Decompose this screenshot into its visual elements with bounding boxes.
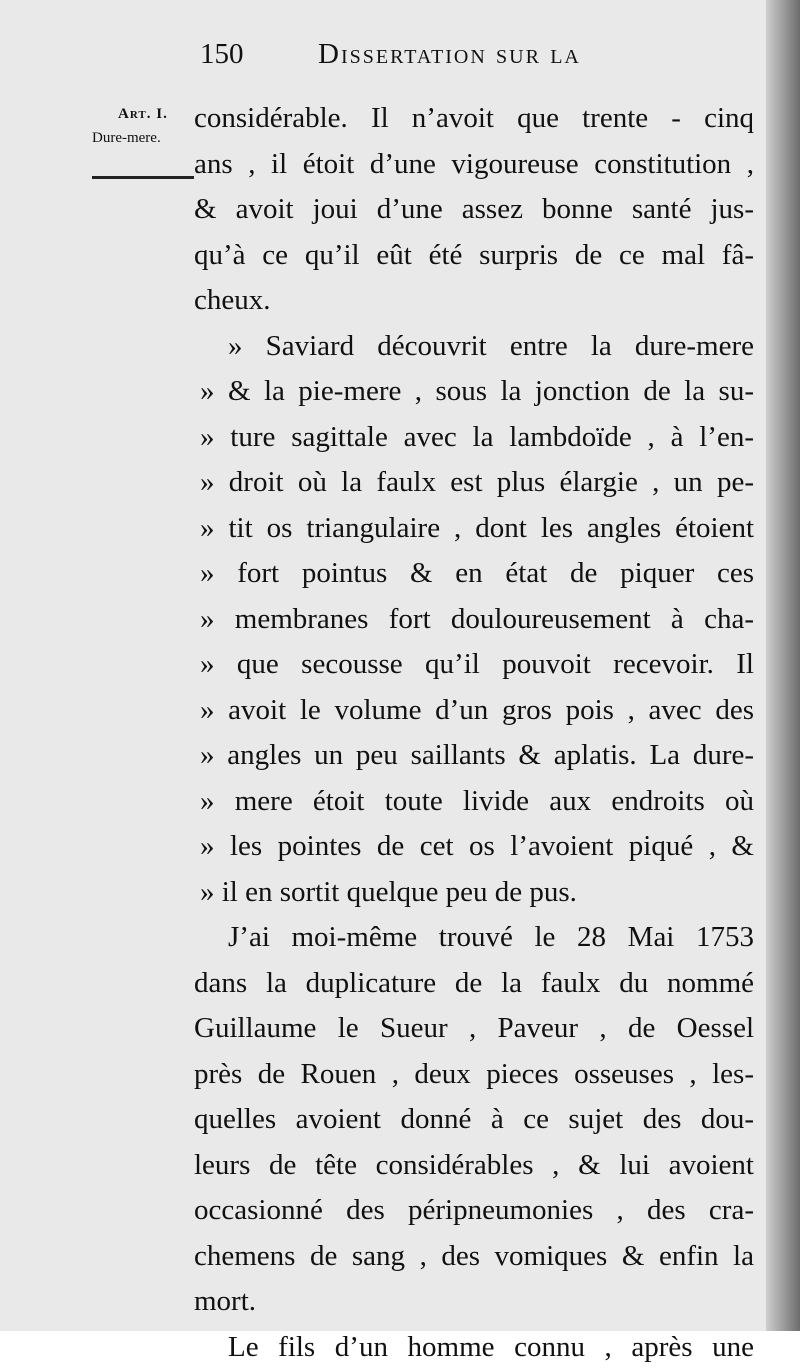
text-line: » angles un peu saillants & aplatis. La dure-	[194, 733, 754, 779]
text-line: » avoit le volume d’un gros pois , avec des	[194, 688, 754, 734]
text-line: » & la pie-mere , sous la jonction de la su-	[194, 369, 754, 415]
text-line: » Saviard découvrit entre la dure-mere	[194, 324, 754, 370]
text-line: » les pointes de cet os l’avoient piqué , &	[194, 824, 754, 870]
text-line: qu’à ce qu’il eût été surpris de ce mal fâ-	[194, 233, 754, 279]
text-line: cheux.	[194, 278, 754, 324]
text-line: dans la duplicature de la faulx du nommé	[194, 961, 754, 1007]
text-line: » il en sortit quelque peu de pus.	[194, 870, 754, 916]
text-line: » droit où la faulx est plus élargie , un pe-	[194, 460, 754, 506]
text-line: » ture sagittale avec la lambdoïde , à l’en-	[194, 415, 754, 461]
text-line: ans , il étoit d’une vigoureuse constitution ,	[194, 142, 754, 188]
text-line: » que secousse qu’il pouvoit recevoir. Il	[194, 642, 754, 688]
text-line: J’ai moi-même trouvé le 28 Mai 1753	[194, 915, 754, 961]
margin-rule	[92, 176, 194, 179]
text-line: occasionné des péripneumonies , des cra-	[194, 1188, 754, 1234]
running-title: Dissertation sur la	[318, 38, 581, 71]
text-line: chemens de sang , des vomiques & enfin la	[194, 1234, 754, 1280]
text-line: » fort pointus & en état de piquer ces	[194, 551, 754, 597]
text-line: & avoit joui d’une assez bonne santé jus-	[194, 187, 754, 233]
text-line: quelles avoient donné à ce sujet des dou-	[194, 1097, 754, 1143]
text-line: considérable. Il n’avoit que trente - cinq	[194, 96, 754, 142]
margin-note-topic: Dure-mere.	[92, 128, 198, 148]
text-line: près de Rouen , deux pieces osseuses , les-	[194, 1052, 754, 1098]
margin-note-article: Art. I.	[118, 104, 224, 124]
text-line: Guillaume le Sueur , Paveur , de Oessel	[194, 1006, 754, 1052]
page-gutter-shadow	[766, 0, 800, 1331]
page-header	[200, 38, 760, 82]
text-line: Le fils d’un homme connu , après une	[194, 1325, 754, 1370]
text-line: » tit os triangulaire , dont les angles étoient	[194, 506, 754, 552]
text-line: » membranes fort douloureusement à cha-	[194, 597, 754, 643]
text-line: leurs de tête considérables , & lui avoient	[194, 1143, 754, 1189]
body-text	[194, 96, 754, 1370]
text-line: mort.	[194, 1279, 754, 1325]
text-line: » mere étoit toute livide aux endroits où	[194, 779, 754, 825]
page-number: 150	[200, 38, 244, 71]
